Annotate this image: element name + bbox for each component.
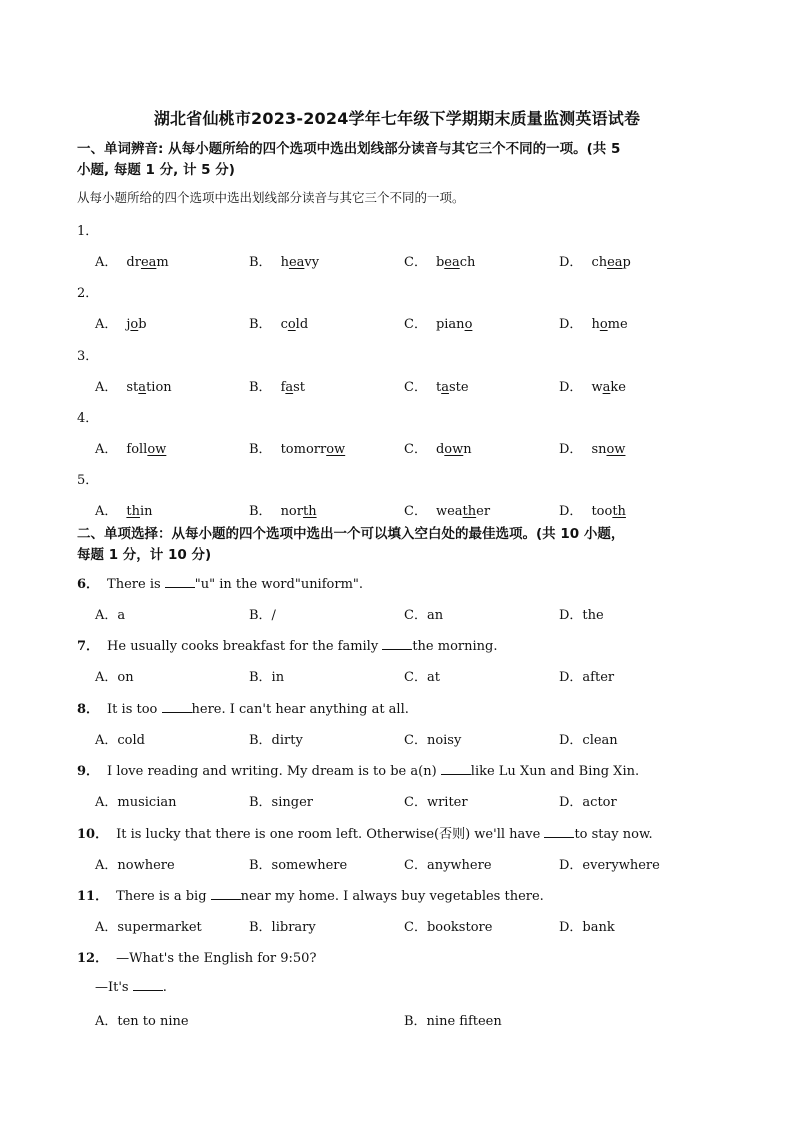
option-word-part: n — [463, 442, 472, 457]
option-letter: C． — [404, 317, 427, 332]
answer-option[interactable] — [249, 313, 308, 332]
section2-heading — [77, 524, 727, 566]
question-number: 12． — [77, 951, 109, 966]
question-number: 1． — [77, 224, 99, 239]
answer-option[interactable] — [95, 500, 153, 519]
option-word-part: in — [140, 504, 153, 519]
option-word-part: p — [622, 255, 631, 270]
answer-blank[interactable] — [133, 978, 163, 991]
answer-option[interactable]: B．/ — [249, 608, 276, 623]
option-word-part: foll — [126, 442, 148, 457]
underlined-letters: ow — [326, 442, 346, 457]
option-word-part: tion — [146, 380, 172, 395]
option-word-part: nor — [280, 504, 303, 519]
answer-option[interactable]: C．an — [404, 608, 444, 623]
option-word-part: ste — [448, 380, 469, 395]
question-text: here. I can't hear anything at all. — [191, 702, 409, 717]
question-text: —It's — [95, 980, 133, 995]
option-word-part: wea — [435, 504, 463, 519]
question-text: I love reading and writing. My dream is to be a(n) — [107, 764, 441, 779]
underlined-letters: a — [285, 380, 294, 395]
option-letter: A． — [95, 380, 118, 395]
question-text: to stay now. — [574, 827, 653, 842]
answer-option[interactable] — [249, 500, 317, 519]
section1-heading-line2: 小题, 每题 1 分, 计 5 分) — [77, 162, 235, 178]
answer-option[interactable] — [404, 313, 472, 332]
question-stem-line2 — [95, 978, 167, 995]
answer-option[interactable]: C．writer — [404, 795, 468, 810]
option-word-part: er — [476, 504, 491, 519]
option-letter: C． — [404, 380, 427, 395]
underlined-letters: ow — [606, 442, 626, 457]
option-letter: A． — [95, 442, 118, 457]
answer-option[interactable]: D．clean — [559, 733, 618, 748]
option-word-part: sn — [591, 442, 607, 457]
underlined-letters: a — [602, 380, 611, 395]
question-text: There is — [107, 577, 165, 592]
answer-option[interactable]: B．in — [249, 670, 285, 685]
option-letter: A． — [95, 255, 118, 270]
option-word-part: h — [280, 255, 289, 270]
underlined-letters: o — [599, 317, 608, 332]
underlined-letters: th — [462, 504, 477, 519]
question-number: 3． — [77, 349, 99, 364]
question-stem — [77, 573, 363, 592]
question-text: He usually cooks breakfast for the family — [107, 639, 383, 654]
option-letter: B． — [249, 442, 272, 457]
option-word-part: m — [156, 255, 169, 270]
underlined-letters: ea — [140, 255, 157, 270]
option-letter: C． — [404, 442, 427, 457]
option-word-part: ld — [295, 317, 309, 332]
option-word-part: t — [435, 380, 442, 395]
option-word-part: st — [126, 380, 139, 395]
option-word-part: ke — [610, 380, 626, 395]
question-stem — [77, 947, 316, 966]
question-number: 6． — [77, 577, 100, 592]
answer-option[interactable] — [95, 376, 172, 395]
underlined-letters: ea — [444, 255, 460, 270]
answer-option[interactable] — [95, 251, 169, 270]
option-word-part: st — [293, 380, 306, 395]
option-letter: D． — [559, 380, 583, 395]
page-title: 湖北省仙桃市2023-2024学年七年级下学期期末质量监测英语试卷 — [153, 109, 641, 128]
answer-blank[interactable] — [544, 825, 574, 838]
answer-option[interactable] — [559, 438, 625, 457]
question-text: the morning. — [412, 639, 498, 654]
option-letter: D． — [559, 504, 583, 519]
option-word-part: f — [280, 380, 286, 395]
answer-blank[interactable] — [211, 887, 241, 900]
underlined-letters: o — [287, 317, 296, 332]
answer-option[interactable] — [404, 251, 475, 270]
option-letter: D． — [559, 317, 583, 332]
underlined-letters: a — [441, 380, 449, 395]
option-letter: A． — [95, 504, 118, 519]
underlined-letters: ea — [607, 255, 623, 270]
answer-option[interactable]: A．a — [95, 608, 126, 623]
question-text: near my home. I always buy vegetables there. — [240, 889, 544, 904]
option-letter: C． — [404, 255, 427, 270]
underlined-letters: th — [612, 504, 626, 519]
question-stem — [77, 760, 639, 779]
question-number: 8． — [77, 702, 100, 717]
answer-option[interactable] — [404, 500, 490, 519]
question-stem — [77, 635, 497, 654]
answer-option[interactable] — [95, 313, 147, 332]
underlined-letters: th — [302, 504, 317, 519]
answer-option[interactable] — [249, 438, 345, 457]
answer-option[interactable]: D．the — [559, 608, 604, 623]
answer-option[interactable]: A．cold — [95, 733, 145, 748]
question-text: "u" in the word"uniform". — [194, 577, 364, 592]
question-number: 7． — [77, 639, 100, 654]
underlined-letters: th — [126, 504, 140, 519]
answer-option[interactable] — [559, 251, 631, 270]
underlined-letters: ow — [147, 442, 167, 457]
answer-option[interactable] — [249, 376, 305, 395]
answer-option[interactable]: C．anywhere — [404, 858, 492, 873]
answer-option[interactable] — [404, 376, 469, 395]
option-letter: B． — [249, 504, 272, 519]
question-number: 9． — [77, 764, 100, 779]
option-word-part: tomorr — [280, 442, 327, 457]
option-word-part: j — [126, 317, 131, 332]
option-letter: B． — [249, 255, 272, 270]
question-stem — [77, 823, 653, 842]
option-letter: C． — [404, 504, 427, 519]
answer-option[interactable]: B．dirty — [249, 733, 303, 748]
question-text: It is too — [107, 702, 162, 717]
option-letter: B． — [249, 317, 272, 332]
answer-option[interactable]: A．ten to nine — [95, 1014, 189, 1029]
question-text: It is lucky that there is one room left. Otherwise(否则) we'll have — [116, 827, 545, 842]
option-letter: D． — [559, 255, 583, 270]
section1-instruction: 从每小题所给的四个选项中选出划线部分读音与其它三个不同的一项。 — [77, 190, 465, 205]
question-number: 5． — [77, 473, 99, 488]
section2-heading-line1: 二、单项选择：从每小题的四个选项中选出一个可以填入空白处的最佳选项。(共 10 小题， — [77, 526, 625, 542]
option-word-part: b — [138, 317, 147, 332]
underlined-letters: o — [130, 317, 139, 332]
answer-blank[interactable] — [441, 762, 471, 775]
answer-blank[interactable] — [162, 700, 192, 713]
option-word-part: too — [591, 504, 613, 519]
option-letter: D． — [559, 442, 583, 457]
underlined-letters: o — [464, 317, 473, 332]
answer-blank[interactable] — [382, 637, 412, 650]
answer-option[interactable]: A．supermarket — [95, 920, 202, 935]
answer-option[interactable]: B．nine fifteen — [404, 1014, 502, 1029]
answer-option[interactable]: B．singer — [249, 795, 313, 810]
question-number: 11． — [77, 889, 109, 904]
answer-option[interactable]: D．everywhere — [559, 858, 660, 873]
option-word-part: dr — [126, 255, 141, 270]
question-text: —What's the English for 9:50? — [116, 951, 317, 966]
section2-heading-line2: 每题 1 分，计 10 分) — [77, 547, 212, 563]
option-word-part: vy — [304, 255, 320, 270]
answer-option[interactable]: D．bank — [559, 920, 615, 935]
option-word-part: me — [607, 317, 628, 332]
underlined-letters: a — [138, 380, 147, 395]
answer-option[interactable]: C．bookstore — [404, 920, 493, 935]
answer-option[interactable] — [559, 500, 626, 519]
question-number: 10． — [77, 827, 109, 842]
answer-option[interactable]: A．musician — [95, 795, 177, 810]
option-word-part: h — [591, 317, 600, 332]
answer-option[interactable]: D．after — [559, 670, 615, 685]
question-text: like Lu Xun and Bing Xin. — [470, 764, 640, 779]
question-stem — [77, 698, 409, 717]
option-word-part: ch — [459, 255, 476, 270]
answer-option[interactable]: C．at — [404, 670, 440, 685]
answer-option[interactable] — [559, 313, 628, 332]
answer-option[interactable]: A．on — [95, 670, 134, 685]
answer-blank[interactable] — [165, 575, 195, 588]
option-word-part: c — [280, 317, 288, 332]
answer-option[interactable]: D．actor — [559, 795, 617, 810]
underlined-letters: ow — [444, 442, 464, 457]
question-text: There is a big — [116, 889, 211, 904]
answer-option[interactable]: B．library — [249, 920, 316, 935]
option-word-part: d — [435, 442, 445, 457]
option-word-part: w — [591, 380, 603, 395]
answer-option[interactable] — [404, 438, 472, 457]
underlined-letters: ea — [288, 255, 305, 270]
answer-option[interactable] — [559, 376, 626, 395]
answer-option[interactable]: C．noisy — [404, 733, 462, 748]
question-text: . — [162, 980, 167, 995]
option-letter: A． — [95, 317, 118, 332]
option-word-part: pian — [435, 317, 465, 332]
option-letter: B． — [249, 380, 272, 395]
answer-option[interactable]: A．nowhere — [95, 858, 175, 873]
question-number: 2． — [77, 286, 99, 301]
option-word-part: b — [435, 255, 445, 270]
section1-heading-line1: 一、单词辨音: 从每小题所给的四个选项中选出划线部分读音与其它三个不同的一项。(共 5 — [77, 141, 621, 157]
answer-option[interactable] — [249, 251, 319, 270]
answer-option[interactable]: B．somewhere — [249, 858, 348, 873]
section1-heading — [77, 139, 727, 181]
question-stem — [77, 885, 544, 904]
option-word-part: ch — [591, 255, 608, 270]
answer-option[interactable] — [95, 438, 166, 457]
question-number: 4． — [77, 411, 99, 426]
